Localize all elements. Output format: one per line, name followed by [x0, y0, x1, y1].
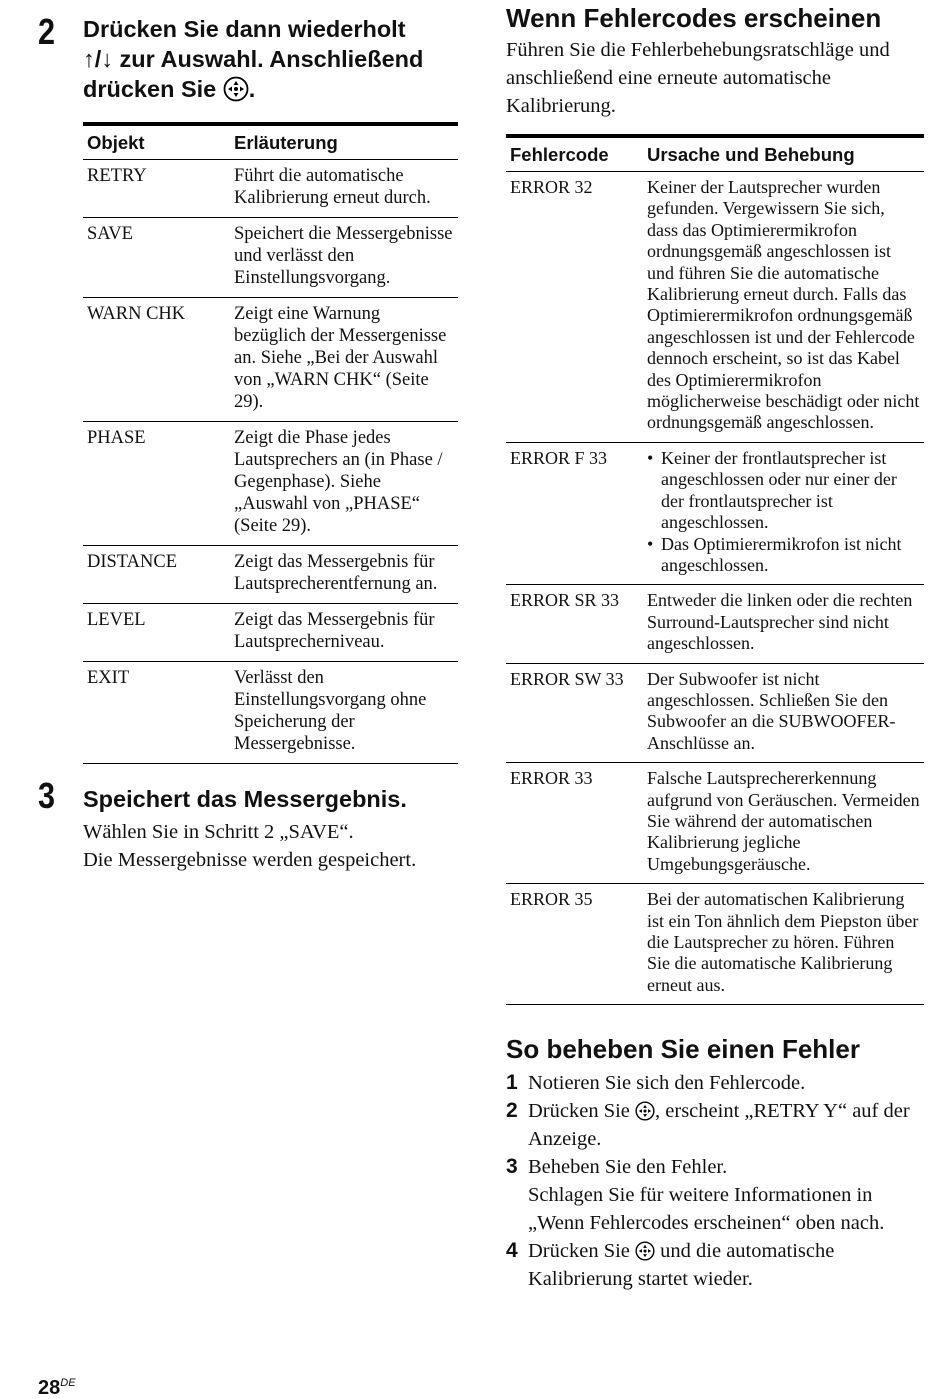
option-name: PHASE [83, 422, 230, 546]
table-row [83, 662, 458, 764]
step-number: 3 [38, 775, 56, 816]
section-title: So beheben Sie einen Fehler [506, 1034, 860, 1065]
step-number: 4 [506, 1239, 518, 1263]
table-row [83, 298, 458, 422]
step-text: Wählen Sie in Schritt 2 „SAVE“. Die Messergebnisse werden gespeichert. [83, 821, 417, 871]
table-row [506, 663, 924, 763]
step-number: 2 [38, 11, 56, 52]
options-table [83, 122, 458, 764]
option-description: Zeigt das Messergebnis für Lautsprecherentfernung an. [230, 546, 458, 604]
error-code: ERROR F 33 [506, 442, 643, 584]
step-number: 1 [506, 1071, 518, 1095]
language-suffix: DE [60, 1377, 76, 1389]
column-header: Erläuterung [230, 124, 458, 160]
section-intro: Führen Sie die Fehlerbehebungsratschläge und anschließend eine erneute automatische Kalibrierung. [506, 39, 890, 117]
option-description: Verlässt den Einstellungsvorgang ohne Speicherung der Messergebnisse. [230, 662, 458, 764]
error-codes-table [506, 134, 924, 1005]
error-description: Keiner der Lautsprecher wurden gefunden. Vergewissern Sie sich, dass das Optimierermikrofon ordnungsgemäß angeschlossen ist und führen Sie die automatische Kalibrierung erneut durch. Falls das Optimierermikrofon ordnungsgemäß angeschlossen ist und der Fehlercode dennoch erscheint, so ist das Kabel des Optimierermikrofon möglicherweise beschädigt oder nicht ordnungsgemäß angeschlossen. [643, 172, 924, 443]
section-title: Wenn Fehlercodes erscheinen [506, 3, 882, 33]
step-number: 3 [506, 1155, 518, 1179]
list-item: • Keiner der frontlautsprecher ist angeschlossen oder nur einer der der frontlautsprecher ist angeschlossen. [647, 448, 920, 534]
table-row [83, 160, 458, 218]
option-description: Zeigt eine Warnung bezüglich der Messergenisse an. Siehe „Bei der Auswahl von „WARN CHK“ (Seite 29). [230, 298, 458, 422]
right-column [506, 2, 924, 1293]
error-code: ERROR 32 [506, 172, 643, 443]
list-item: • Das Optimierermikrofon ist nicht angeschlossen. [647, 534, 920, 577]
error-code: ERROR SR 33 [506, 585, 643, 663]
table-row [506, 884, 924, 1005]
list-item: 3 Beheben Sie den Fehler. Schlagen Sie für weitere Informationen in „Wenn Fehlercodes erscheinen“ oben nach. [506, 1155, 885, 1235]
table-row [83, 422, 458, 546]
table-row [506, 172, 924, 443]
error-description [643, 442, 924, 584]
option-name: EXIT [83, 662, 230, 764]
option-description: Führt die automatische Kalibrierung erneut durch. [230, 160, 458, 218]
step-2 [38, 11, 458, 764]
table-row [506, 442, 924, 584]
option-name: RETRY [83, 160, 230, 218]
column-header: Ursache und Behebung [643, 136, 924, 172]
enter-button-icon [223, 76, 249, 102]
table-header-row [83, 124, 458, 160]
table-header-row [506, 136, 924, 172]
list-item: 2 Drücken Sie , erscheint „RETRY Y“ auf der Anzeige. [506, 1099, 910, 1151]
error-code: ERROR 35 [506, 884, 643, 1005]
option-name: WARN CHK [83, 298, 230, 422]
option-description: Zeigt das Messergebnis für Lautsprecherniveau. [230, 604, 458, 662]
enter-button-icon [635, 1101, 655, 1121]
page-number: 28DE [38, 1377, 76, 1399]
up-down-arrow-icon: ↑/↓ [83, 46, 114, 72]
option-description: Zeigt die Phase jedes Lautsprechers an (in Phase / Gegenphase). Siehe „Auswahl von „PHASE“ (Seite 29). [230, 422, 458, 546]
fix-steps-list [506, 1069, 924, 1293]
option-name: DISTANCE [83, 546, 230, 604]
left-column [38, 11, 458, 874]
step-3 [38, 775, 458, 874]
error-description: Entweder die linken oder die rechten Surround-Lautsprecher sind nicht angeschlossen. [643, 585, 924, 663]
error-description: Falsche Lautsprechererkennung aufgrund von Geräuschen. Vermeiden Sie während der automatischen Kalibrierung jegliche Umgebungsgeräusche. [643, 763, 924, 884]
step-title: Speichert das Messergebnis. [83, 786, 407, 812]
option-name: SAVE [83, 218, 230, 298]
step-title: Drücken Sie dann wiederholt ↑/↓ zur Auswahl. Anschließend drücken Sie . [83, 16, 424, 102]
column-header: Objekt [83, 124, 230, 160]
list-item: 4 Drücken Sie und die automatische Kalibrierung startet wieder. [506, 1239, 835, 1291]
step-number: 2 [506, 1099, 518, 1123]
error-code: ERROR SW 33 [506, 663, 643, 763]
table-row [83, 546, 458, 604]
table-row [506, 585, 924, 663]
error-description: Bei der automatischen Kalibrierung ist ein Ton ähnlich dem Piepston über die Lautsprecher zu hören. Führen Sie die automatische Kalibrierung erneut aus. [643, 884, 924, 1005]
enter-button-icon [635, 1241, 655, 1261]
option-description: Speichert die Messergebnisse und verlässt den Einstellungsvorgang. [230, 218, 458, 298]
error-code: ERROR 33 [506, 763, 643, 884]
table-row [83, 218, 458, 298]
option-name: LEVEL [83, 604, 230, 662]
bullet-list [647, 448, 920, 576]
table-row [83, 604, 458, 662]
list-item: 1 Notieren Sie sich den Fehlercode. [506, 1069, 924, 1097]
error-description: Der Subwoofer ist nicht angeschlossen. Schließen Sie den Subwoofer an die SUBWOOFER-Anschlüsse an. [643, 663, 924, 763]
column-header: Fehlercode [506, 136, 643, 172]
table-row [506, 763, 924, 884]
